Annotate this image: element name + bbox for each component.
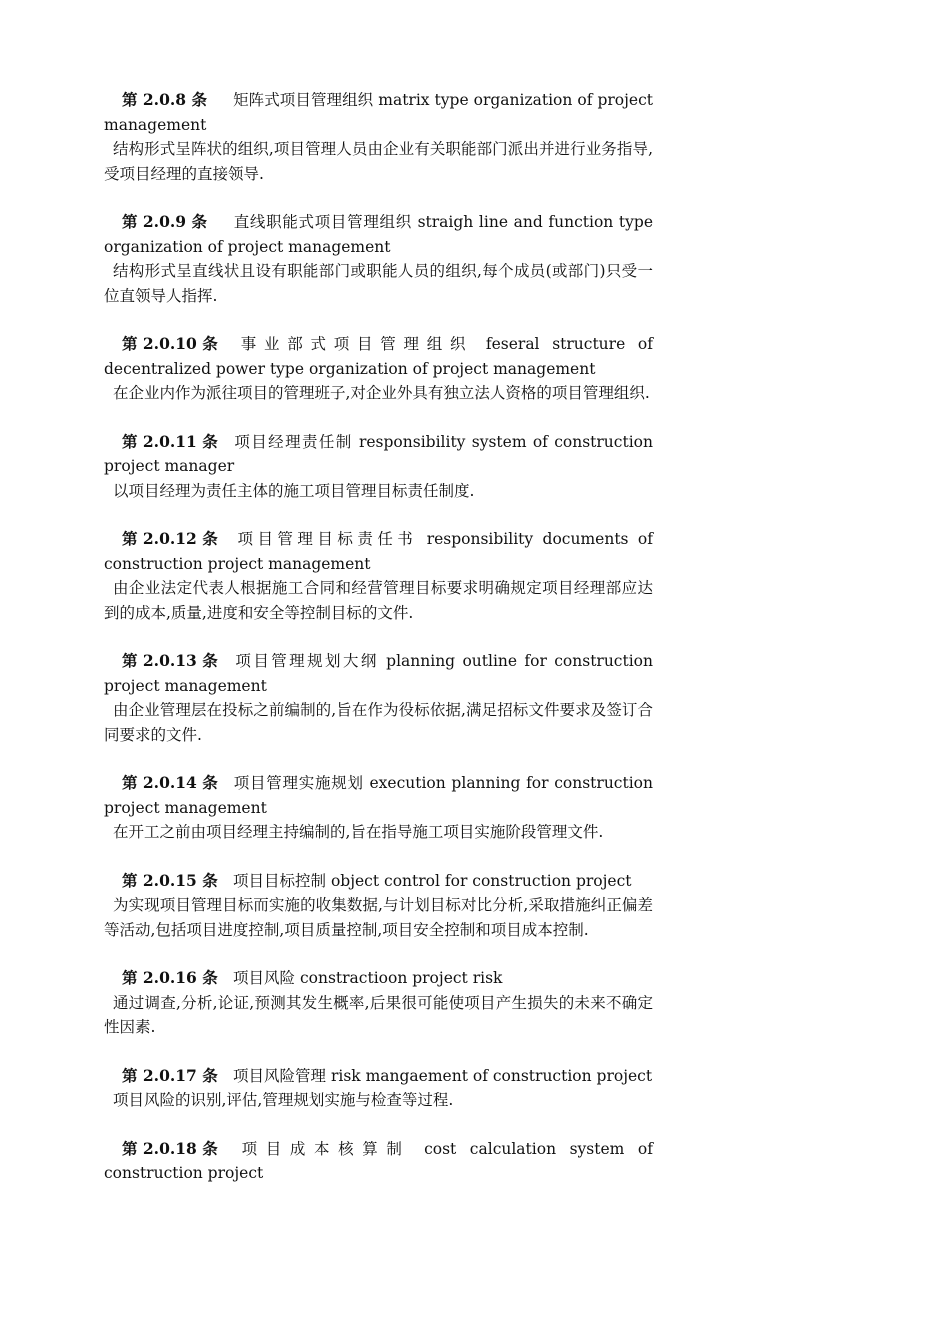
clause-term: 矩阵式项目管理组织 bbox=[233, 91, 374, 109]
clause-english-term: risk mangaement of construction project bbox=[330, 1066, 653, 1085]
clause-number: 第 2.0.15 条 bbox=[122, 870, 218, 890]
clause-term: 项目目标控制 bbox=[233, 871, 327, 890]
clause-english-term: responsibility system of construction project manager bbox=[104, 432, 653, 475]
clause-term: 项目管理规划大纲 bbox=[233, 652, 379, 670]
clause-2-0-14 bbox=[104, 771, 653, 845]
clause-heading bbox=[104, 210, 653, 259]
clause-definition: 为实现项目管理目标而实施的收集数据,与计划目标对比分析,采取措施纠正偏差等活动,包括项目进度控制,项目质量控制,项目安全控制和项目成本控制. bbox=[104, 896, 653, 939]
clause-number: 第 2.0.14 条 bbox=[122, 773, 218, 792]
clause-term: 直线职能式项目管理组织 bbox=[233, 213, 412, 231]
clause-term: 项目经理责任制 bbox=[233, 432, 353, 451]
clause-english-term: constractioon project risk bbox=[299, 969, 503, 987]
clause-number: 第 2.0.9 条 bbox=[122, 212, 207, 231]
clause-english-term: object control for construction project bbox=[330, 871, 632, 890]
clause-term: 项目风险管理 bbox=[233, 1066, 327, 1085]
clause-heading bbox=[104, 649, 653, 698]
clause-english-term: planning outline for construction project management bbox=[104, 652, 653, 695]
clause-term: 事业部式项目管理组织 bbox=[233, 335, 474, 353]
clause-2-0-15 bbox=[104, 869, 653, 943]
clause-english-term: execution planning for construction project management bbox=[104, 774, 653, 817]
clause-2-0-12 bbox=[104, 527, 653, 625]
clause-number: 第 2.0.8 条 bbox=[122, 90, 207, 109]
clause-term: 项目风险 bbox=[233, 969, 296, 987]
clause-heading bbox=[104, 1064, 653, 1089]
clause-definition: 由企业管理层在投标之前编制的,旨在作为役标依据,满足招标文件要求及签订合同要求的文件. bbox=[104, 701, 653, 744]
clause-number: 第 2.0.18 条 bbox=[122, 1138, 218, 1158]
clause-number: 第 2.0.12 条 bbox=[122, 529, 218, 548]
clause-2-0-11 bbox=[104, 430, 653, 504]
clause-heading bbox=[104, 1137, 653, 1186]
clause-definition: 以项目经理为责任主体的施工项目管理目标责任制度. bbox=[113, 481, 475, 500]
clause-number: 第 2.0.11 条 bbox=[122, 431, 218, 451]
clause-term: 项目管理实施规划 bbox=[233, 774, 364, 792]
clause-definition: 结构形式呈阵状的组织,项目管理人员由企业有关职能部门派出并进行业务指导,受项目经理的直接领导. bbox=[104, 140, 653, 183]
clause-heading bbox=[104, 869, 653, 894]
clause-definition: 在企业内作为派往项目的管理班子,对企业外具有独立法人资格的项目管理组织. bbox=[113, 384, 650, 402]
clause-english-term: responsibility documents of construction project management bbox=[104, 530, 653, 573]
clause-heading bbox=[104, 332, 653, 381]
clause-number: 第 2.0.10 条 bbox=[122, 334, 218, 353]
clause-2-0-18 bbox=[104, 1137, 653, 1186]
clause-number: 第 2.0.16 条 bbox=[122, 968, 218, 987]
clause-definition: 在开工之前由项目经理主持编制的,旨在指导施工项目实施阶段管理文件. bbox=[113, 823, 604, 841]
clause-english-term: feseral structure of decentralized power type organization of project management bbox=[104, 335, 653, 378]
clause-heading bbox=[104, 88, 653, 137]
clause-heading bbox=[104, 527, 653, 576]
clause-2-0-10 bbox=[104, 332, 653, 406]
clause-definition: 通过调查,分析,论证,预测其发生概率,后果很可能使项目产生损失的未来不确定性因素. bbox=[104, 993, 653, 1036]
clause-definition: 由企业法定代表人根据施工合同和经营管理目标要求明确规定项目经理部应达到的成本,质量,进度和安全等控制目标的文件. bbox=[104, 579, 653, 622]
clause-definition: 结构形式呈直线状且设有职能部门或职能人员的组织,每个成员(或部门)只受一位直领导人指挥. bbox=[104, 262, 653, 305]
clause-term: 项目管理目标责任书 bbox=[233, 530, 418, 548]
clause-term: 项目成本核算制 bbox=[233, 1139, 411, 1158]
clause-english-term: matrix type organization of project management bbox=[104, 91, 653, 134]
clause-definition: 项目风险的识别,评估,管理规划实施与检查等过程. bbox=[113, 1091, 454, 1109]
clause-english-term: cost calculation system of construction project bbox=[104, 1139, 653, 1182]
clause-english-term: straigh line and function type organization of project management bbox=[104, 213, 653, 256]
clause-heading bbox=[104, 966, 653, 991]
clause-heading bbox=[104, 771, 653, 820]
clause-2-0-8 bbox=[104, 88, 653, 186]
clause-2-0-13 bbox=[104, 649, 653, 747]
clause-number: 第 2.0.13 条 bbox=[122, 651, 218, 670]
clause-number: 第 2.0.17 条 bbox=[122, 1065, 218, 1085]
clause-2-0-16 bbox=[104, 966, 653, 1040]
document-page bbox=[104, 88, 653, 1210]
clause-2-0-9 bbox=[104, 210, 653, 308]
clause-heading bbox=[104, 430, 653, 479]
clause-2-0-17 bbox=[104, 1064, 653, 1113]
